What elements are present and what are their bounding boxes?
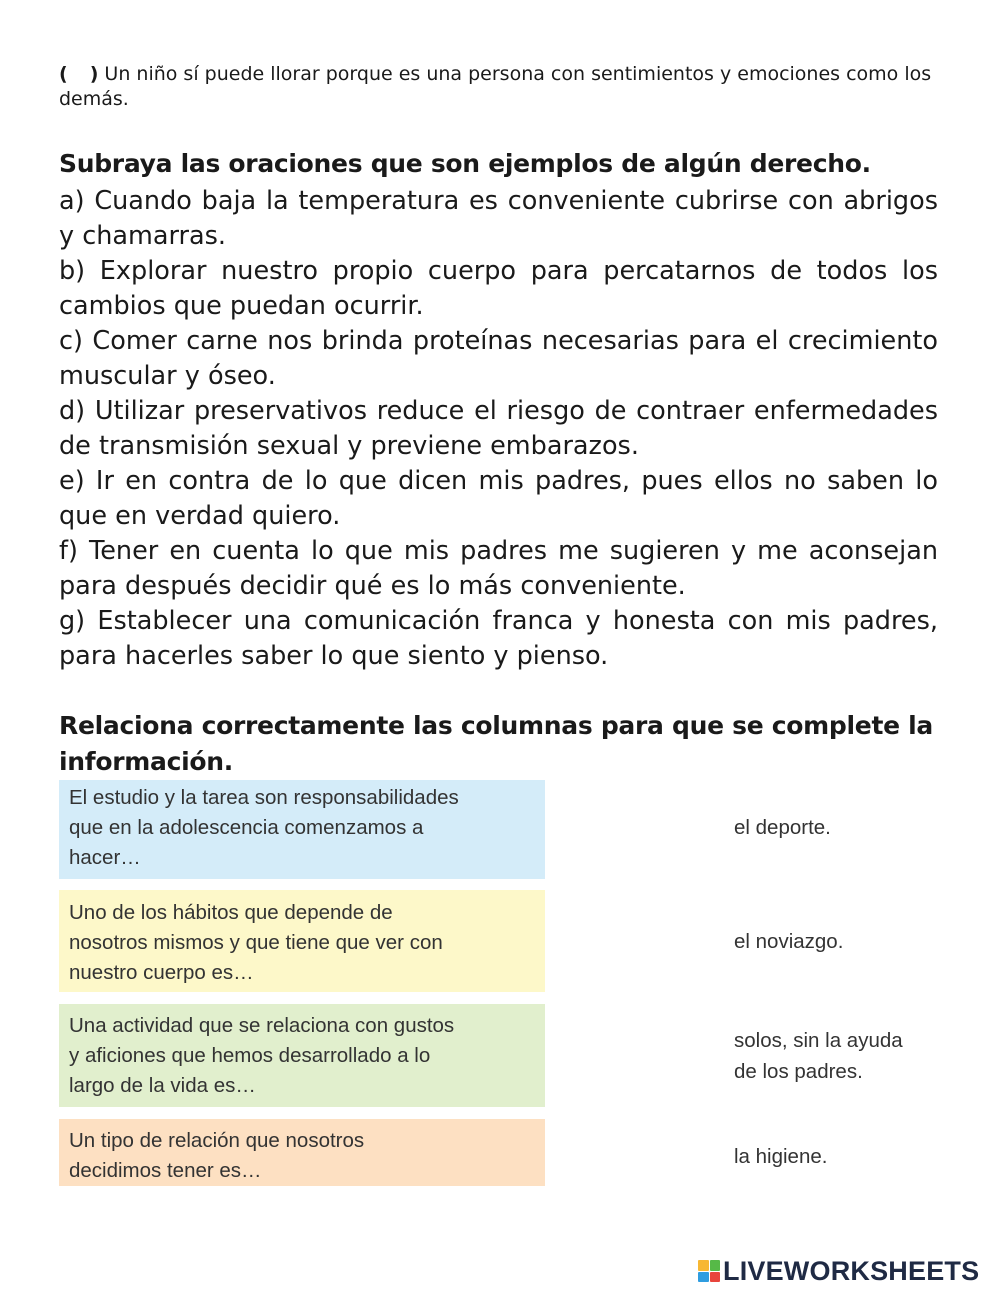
match-right-item[interactable] (734, 812, 964, 843)
match-right-item[interactable] (734, 1025, 964, 1087)
true-false-statement (59, 62, 941, 112)
close-paren: ) (89, 63, 99, 85)
match-left-line: Un tipo de relación que nosotros (69, 1129, 365, 1152)
match-right-line: de los padres. (734, 1060, 863, 1083)
logo-tile (698, 1260, 709, 1271)
statement-text: Un niño sí puede llorar porque es una persona con sentimientos y emociones como los demás. (59, 63, 932, 110)
match-left-item[interactable] (59, 1119, 545, 1186)
options-list (59, 184, 938, 674)
section1-heading: Subraya las oraciones que son ejemplos de algún derecho. (59, 149, 871, 178)
match-right-line: el noviazgo. (734, 930, 844, 953)
logo-icon (698, 1260, 720, 1282)
option-c[interactable]: c) Comer carne nos brinda proteínas necesarias para el crecimiento muscular y óseo. (59, 326, 938, 391)
match-left-line: Una actividad que se relaciona con gustos (69, 1014, 455, 1037)
match-right-item[interactable] (734, 1141, 964, 1172)
match-left-line: y aficiones que hemos desarrollado a lo (69, 1044, 431, 1067)
option-g[interactable]: g) Establecer una comunicación franca y honesta con mis padres, para hacerles saber lo que siento y pienso. (59, 606, 938, 671)
option-f[interactable]: f) Tener en cuenta lo que mis padres me sugieren y me aconsejan para después decidir qué es lo más conveniente. (59, 536, 938, 601)
section2-heading: Relaciona correctamente las columnas para que se complete la información. (59, 711, 934, 776)
logo-tile (710, 1272, 721, 1283)
option-d[interactable]: d) Utilizar preservativos reduce el riesgo de contraer enfermedades de transmisión sexual y previene embarazos. (59, 396, 938, 461)
match-right-line: la higiene. (734, 1145, 828, 1168)
brand-name: LIVEWORKSHEETS (723, 1256, 980, 1286)
match-left-line: hacer… (69, 846, 141, 869)
option-b[interactable]: b) Explorar nuestro propio cuerpo para percatarnos de todos los cambios que puedan ocurrir. (59, 256, 938, 321)
match-right-item[interactable] (734, 926, 964, 957)
logo-tile (698, 1272, 709, 1283)
match-right-line: solos, sin la ayuda (734, 1029, 903, 1052)
match-left-item[interactable] (59, 780, 545, 879)
liveworksheets-logo (698, 1256, 979, 1286)
match-left-line: largo de la vida es… (69, 1074, 256, 1097)
open-paren: ( (59, 63, 68, 85)
match-left-line: que en la adolescencia comenzamos a (69, 816, 424, 839)
match-left-item[interactable] (59, 1004, 545, 1107)
option-e[interactable]: e) Ir en contra de lo que dicen mis padres, pues ellos no saben lo que en verdad quiero. (59, 466, 938, 531)
logo-tile (710, 1260, 721, 1271)
match-left-line: nuestro cuerpo es… (69, 961, 254, 984)
option-a[interactable]: a) Cuando baja la temperatura es conveniente cubrirse con abrigos y chamarras. (59, 186, 938, 251)
match-left-line: decidimos tener es… (69, 1159, 262, 1182)
match-left-line: El estudio y la tarea son responsabilidades (69, 786, 459, 809)
match-right-line: el deporte. (734, 816, 831, 839)
match-left-line: Uno de los hábitos que depende de (69, 901, 393, 924)
match-left-line: nosotros mismos y que tiene que ver con (69, 931, 443, 954)
match-left-item[interactable] (59, 890, 545, 992)
